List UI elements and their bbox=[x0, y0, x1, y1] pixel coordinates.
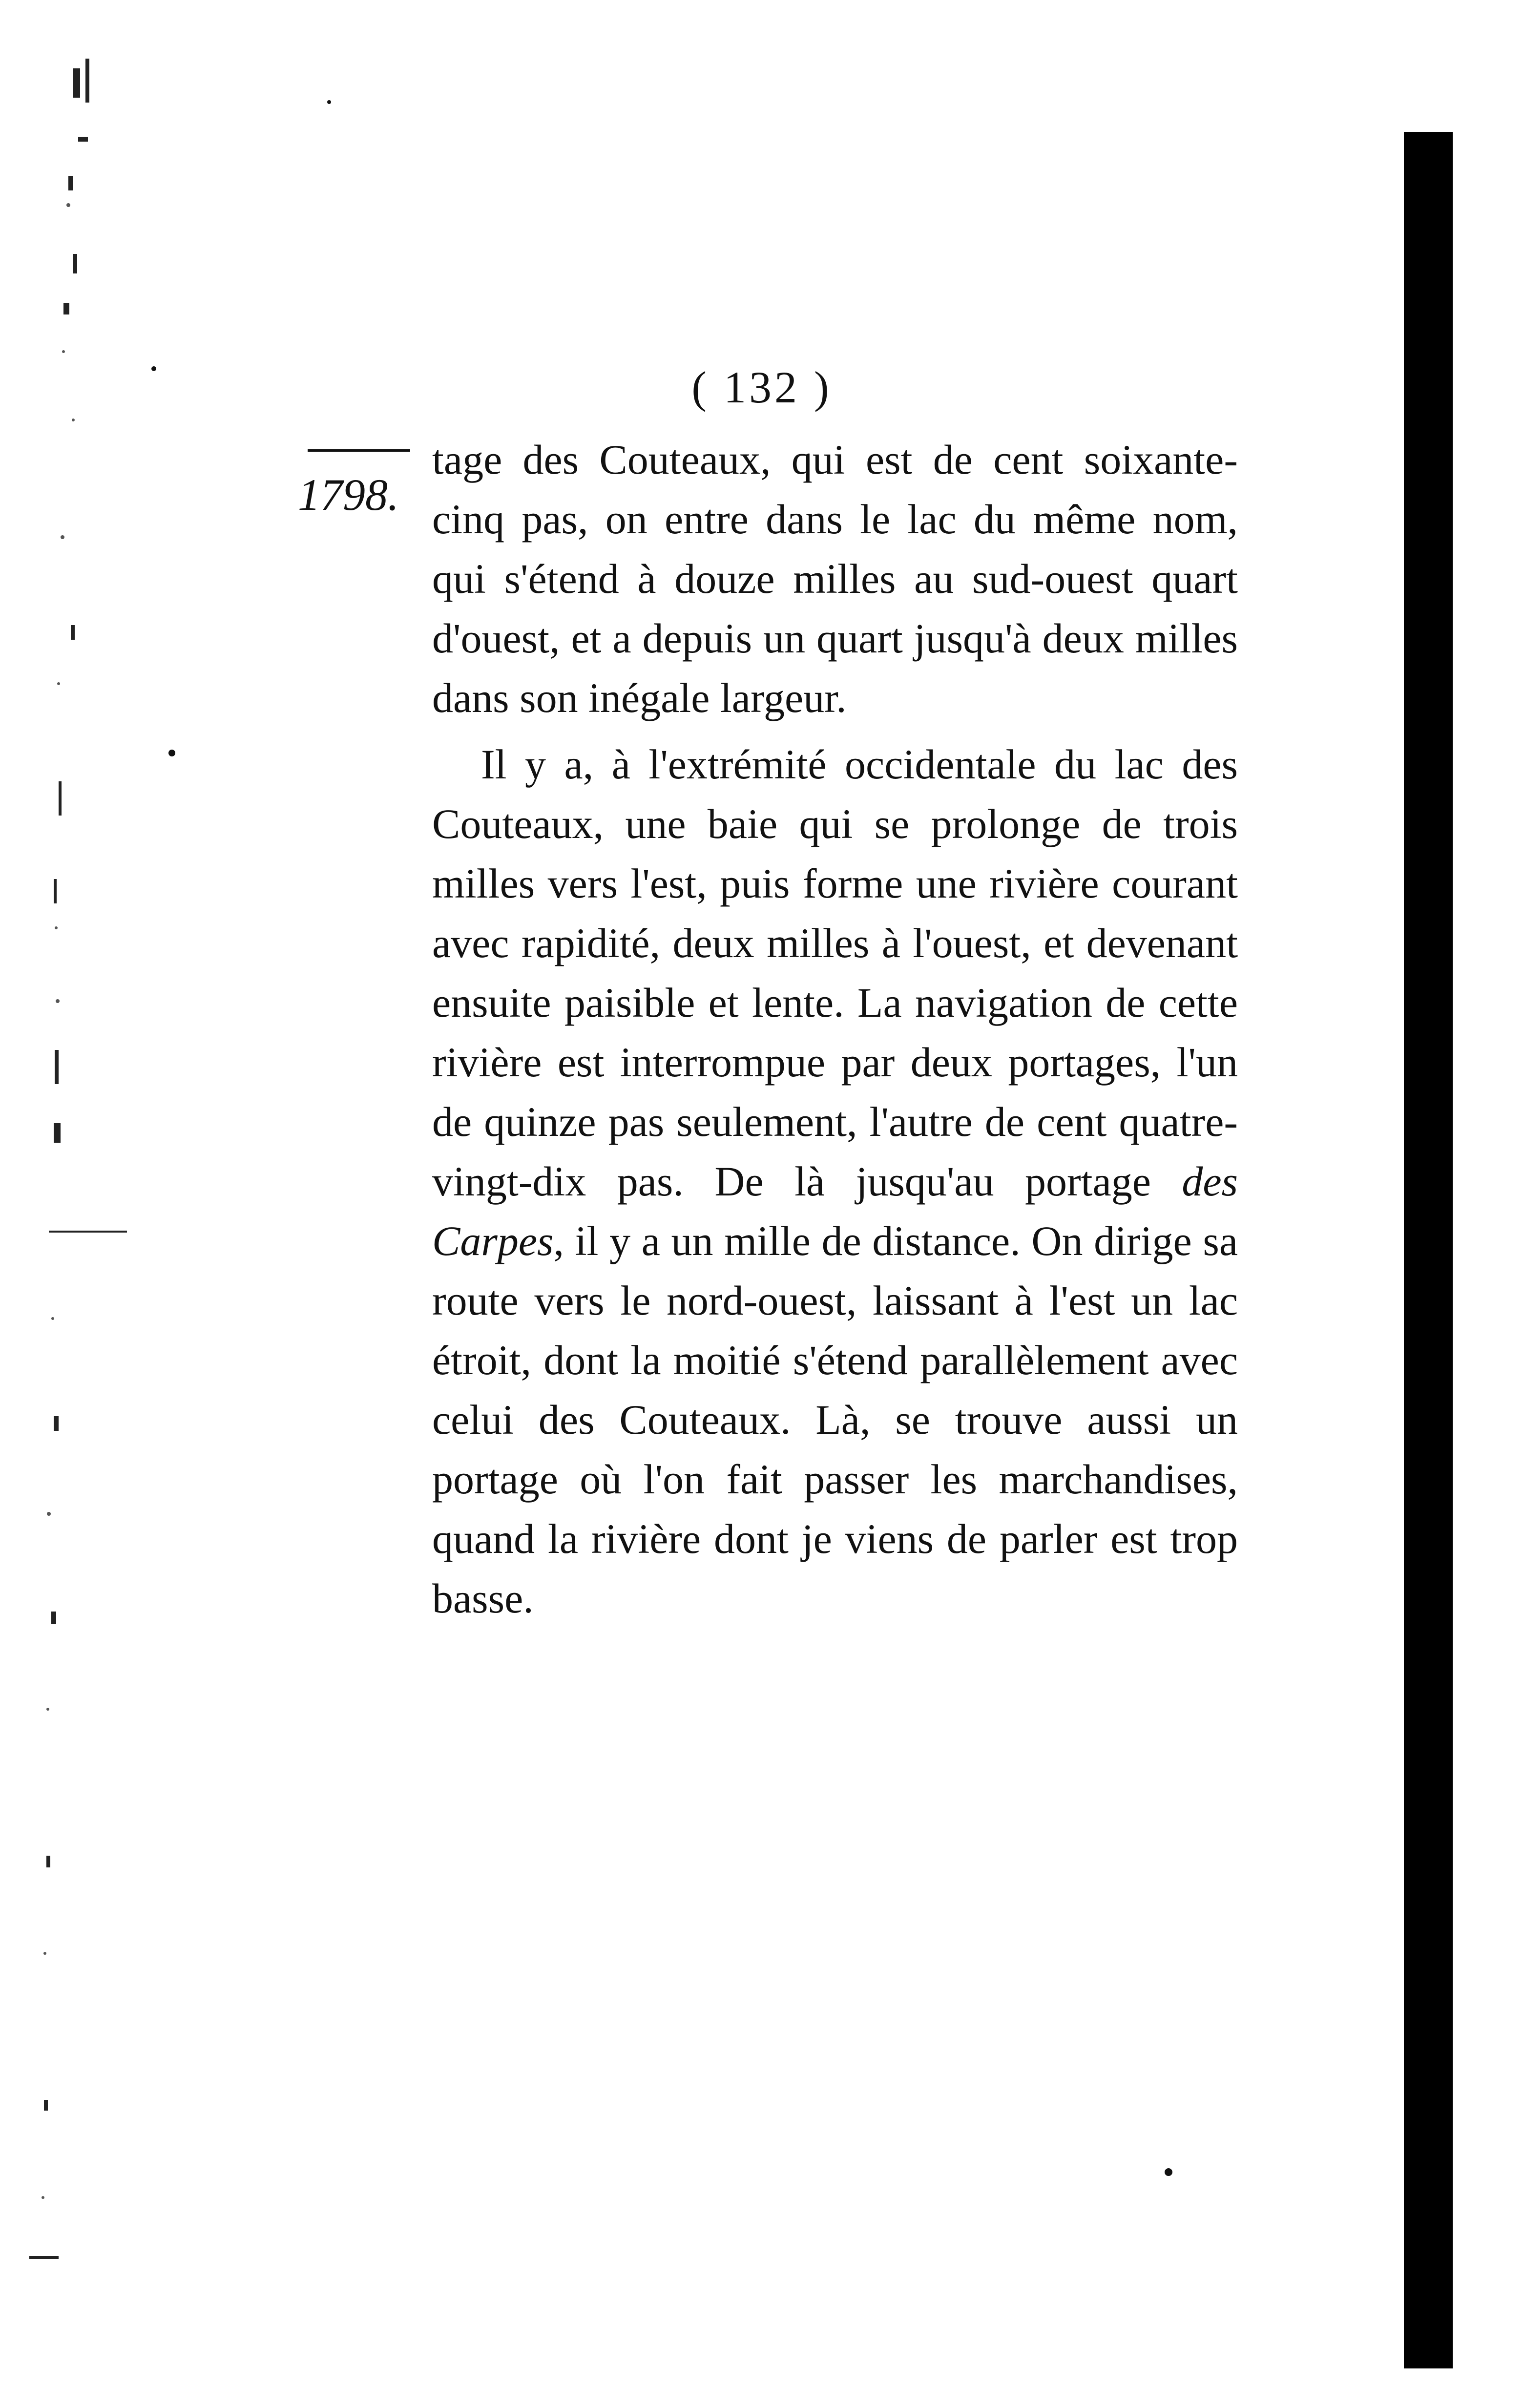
paragraph-2-end: , il y a un mille de distance. On dirige sa route vers le nord-ouest, laissant à l'est un lac étroit, dont la moitié s'étend parallèlement avec celui des Couteaux. Là, se trouve aussi un portage où l'on fait passer les marchandises, quand la rivière dont je viens de parler est trop basse. bbox=[432, 1217, 1238, 1622]
paragraph-1: tage des Couteaux, qui est de cent soixante-cinq pas, on entre dans le lac du même nom, qui s'étend à douze milles au sud-ouest quart d'ouest, et a depuis un quart jusqu'à deux milles dans son inégale largeur. bbox=[432, 436, 1238, 721]
body-text bbox=[432, 430, 1238, 1635]
italic-place-name: des Carpes bbox=[432, 1158, 1238, 1264]
margin-rule bbox=[308, 449, 410, 452]
ink-speck bbox=[151, 366, 156, 371]
ink-speck bbox=[327, 100, 331, 104]
margin-year: 1798. bbox=[298, 470, 399, 520]
paragraph-2 bbox=[432, 734, 1238, 1628]
paragraph-2-start: Il y a, à l'extrémité occidentale du lac des Couteaux, une baie qui se prolonge de trois milles vers l'est, puis forme une rivière courant avec rapidité, deux milles à l'ouest, et devenant ensuite paisible et lente. La navigation de cette rivière est interrompue par deux portages, l'un de quinze pas seulement, l'autre de cent quatre-vingt-dix pas. De là jusqu'au portage bbox=[432, 741, 1238, 1205]
binding-edge-marks bbox=[0, 49, 127, 2295]
page-number: ( 132 ) bbox=[691, 362, 832, 412]
scan-edge-bar bbox=[1404, 132, 1453, 2368]
ink-speck bbox=[1165, 2168, 1172, 2176]
ink-speck bbox=[168, 750, 175, 756]
